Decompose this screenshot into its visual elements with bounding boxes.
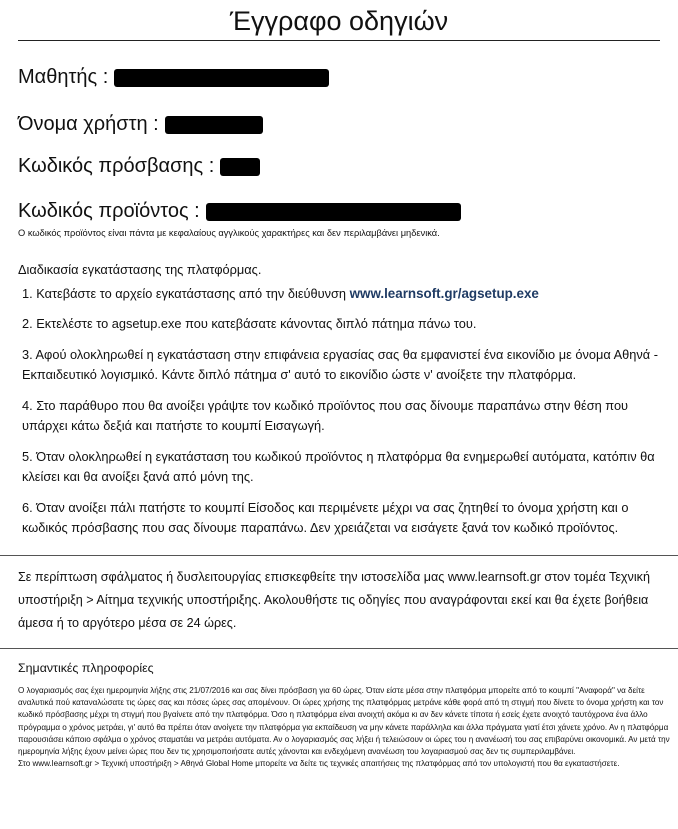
username-redaction: [165, 116, 263, 134]
product-code-redaction: [206, 203, 461, 221]
install-step-1: [22, 284, 672, 304]
section-divider-1: [0, 555, 678, 556]
important-info-paragraph-1: Ο λογαριασμός σας έχει ημερομηνία λήξης στις 21/07/2016 και σας δίνει πρόσβαση για 60 ώρες. Όταν είστε μέσα στην πλατφόρμα μπορείτε από το κουμπί "Αναφορά" να δείτε αναλυτικά πού καταναλώσατε τις ώρες σας και πόσες ώρες σας απομένουν. Οι ώρες χρήσης της πλατφόρμας μετράνε κάθε φορά από τη στιγμή που δίνετε το όνομα χρήστη και τον κωδικό πρόσβασης μέχρι τη στιγμή που βγαίνετε από την πλατφόρμα. Όσο η πλατφόρμα είναι ανοιχτή ακόμα κι αν δεν κάνετε τίποτα ή εσείς έχετε ανοιχτό ταυτόχρονα ένα άλλο πρόγραμμα ο χρόνος μετράει, γι' αυτό θα πρέπει όταν ανοίγετε την πλατφόρμα για εκπαίδευση να μην κάνετε παράλληλα και άλλα πράγματα γιατί έτσι χάνετε χρόνο. Αν η πλατφόρμα παρουσιάσει κάποιο σφάλμα ο χρόνος σταματάει να μετράει αυτόματα. Αν ο λογαριασμός σας λήξει ή τελειώσουν οι ώρες του η ανανέωσή του σας επιβαρύνει οικονομικά. Αν μετά την ημερομηνία λήξης έχουν μείνει ώρες που δεν τις χρησιμοποιήσατε αυτές χάνονται και ενδεχόμενη ανανέωση του λογαριασμού σας δεν τις συμπεριλαμβάνει.: [18, 686, 670, 757]
install-step-6: 6. Όταν ανοίξει πάλι πατήστε το κουμπί Είσοδος και περιμένετε μέχρι να σας ζητηθεί το όνομα χρήστη και ο κωδικός πρόσβασης που σας δίνουμε παραπάνω. Δεν χρειάζεται να εισάγετε ξανά τον κωδικό προϊόντος.: [22, 500, 629, 535]
important-info-body: [18, 685, 670, 770]
student-field: [18, 66, 329, 89]
password-label: Κωδικός πρόσβασης :: [18, 155, 215, 177]
install-step-3: 3. Αφού ολοκληρωθεί η εγκατάσταση στην επιφάνεια εργασίας σας θα εμφανιστεί ένα εικονίδιο με όνομα Αθηνά - Εκπαιδευτικό λογισμικό. Κάντε διπλό πάτημα σ' αυτό το εικονίδιο ώστε ν' ανοίξετε την πλατφόρμα.: [22, 347, 658, 382]
install-step-4: 4. Στο παράθυρο που θα ανοίξει γράψτε τον κωδικό προϊόντος που σας δίνουμε παραπάνω στην θέση που υπάρχει κάτω δεξιά και πατήστε το κουμπί Εισαγωγή.: [22, 398, 629, 433]
product-code-field: [18, 200, 461, 223]
title-underline: [18, 40, 660, 41]
document-title: Έγγραφο οδηγιών: [229, 6, 449, 36]
password-field: [18, 155, 260, 178]
password-redaction: [220, 158, 260, 176]
important-info-paragraph-2: Στο www.learnsoft.gr > Τεχνική υποστήριξη > Αθηνά Global Home μπορείτε να δείτε τις τεχνικές απαιτήσεις της πλατφόρμας από τον υπολογιστή που θα εγκαταστήσετε.: [18, 759, 620, 769]
important-info-heading: Σημαντικές πληροφορίες: [18, 661, 154, 675]
section-divider-2: [0, 648, 678, 649]
username-label: Όνομα χρήστη :: [18, 113, 159, 135]
error-support-notice: Σε περίπτωση σφάλματος ή δυσλειτουργίας επισκεφθείτε την ιστοσελίδα μας www.learnsoft.gr στον τομέα Τεχνική υποστήριξη > Αίτημα τεχνικής υποστήριξης. Ακολουθήστε τις οδηγίες που αναγράφονται εκεί και θα έχετε βοήθεια άμεσα ή το αργότερο μέσα σε 24 ώρες.: [18, 570, 650, 630]
student-label: Μαθητής :: [18, 66, 109, 88]
install-step-1-text: 1. Κατεβάστε το αρχείο εγκατάστασης από την διεύθυνση: [22, 286, 350, 301]
setup-download-link[interactable]: www.learnsoft.gr/agsetup.exe: [349, 286, 539, 301]
install-step-2: 2. Εκτελέστε το agsetup.exe που κατεβάσατε κάνοντας διπλό πάτημα πάνω του.: [22, 316, 477, 331]
username-field: [18, 113, 263, 136]
product-code-label: Κωδικός προϊόντος :: [18, 200, 200, 222]
install-step-5: 5. Όταν ολοκληρωθεί η εγκατάσταση του κωδικού προϊόντος η πλατφόρμα θα ενημερωθεί αυτόματα, κατόπιν θα κλείσει και θα ανοίξει ξανά από μόνη της.: [22, 449, 655, 484]
install-heading: Διαδικασία εγκατάστασης της πλατφόρμας.: [18, 262, 262, 277]
student-redaction: [114, 69, 329, 87]
product-code-note: Ο κωδικός προϊόντος είναι πάντα με κεφαλαίους αγγλικούς χαρακτήρες και δεν περιλαμβάνει μηδενικά.: [18, 228, 440, 238]
